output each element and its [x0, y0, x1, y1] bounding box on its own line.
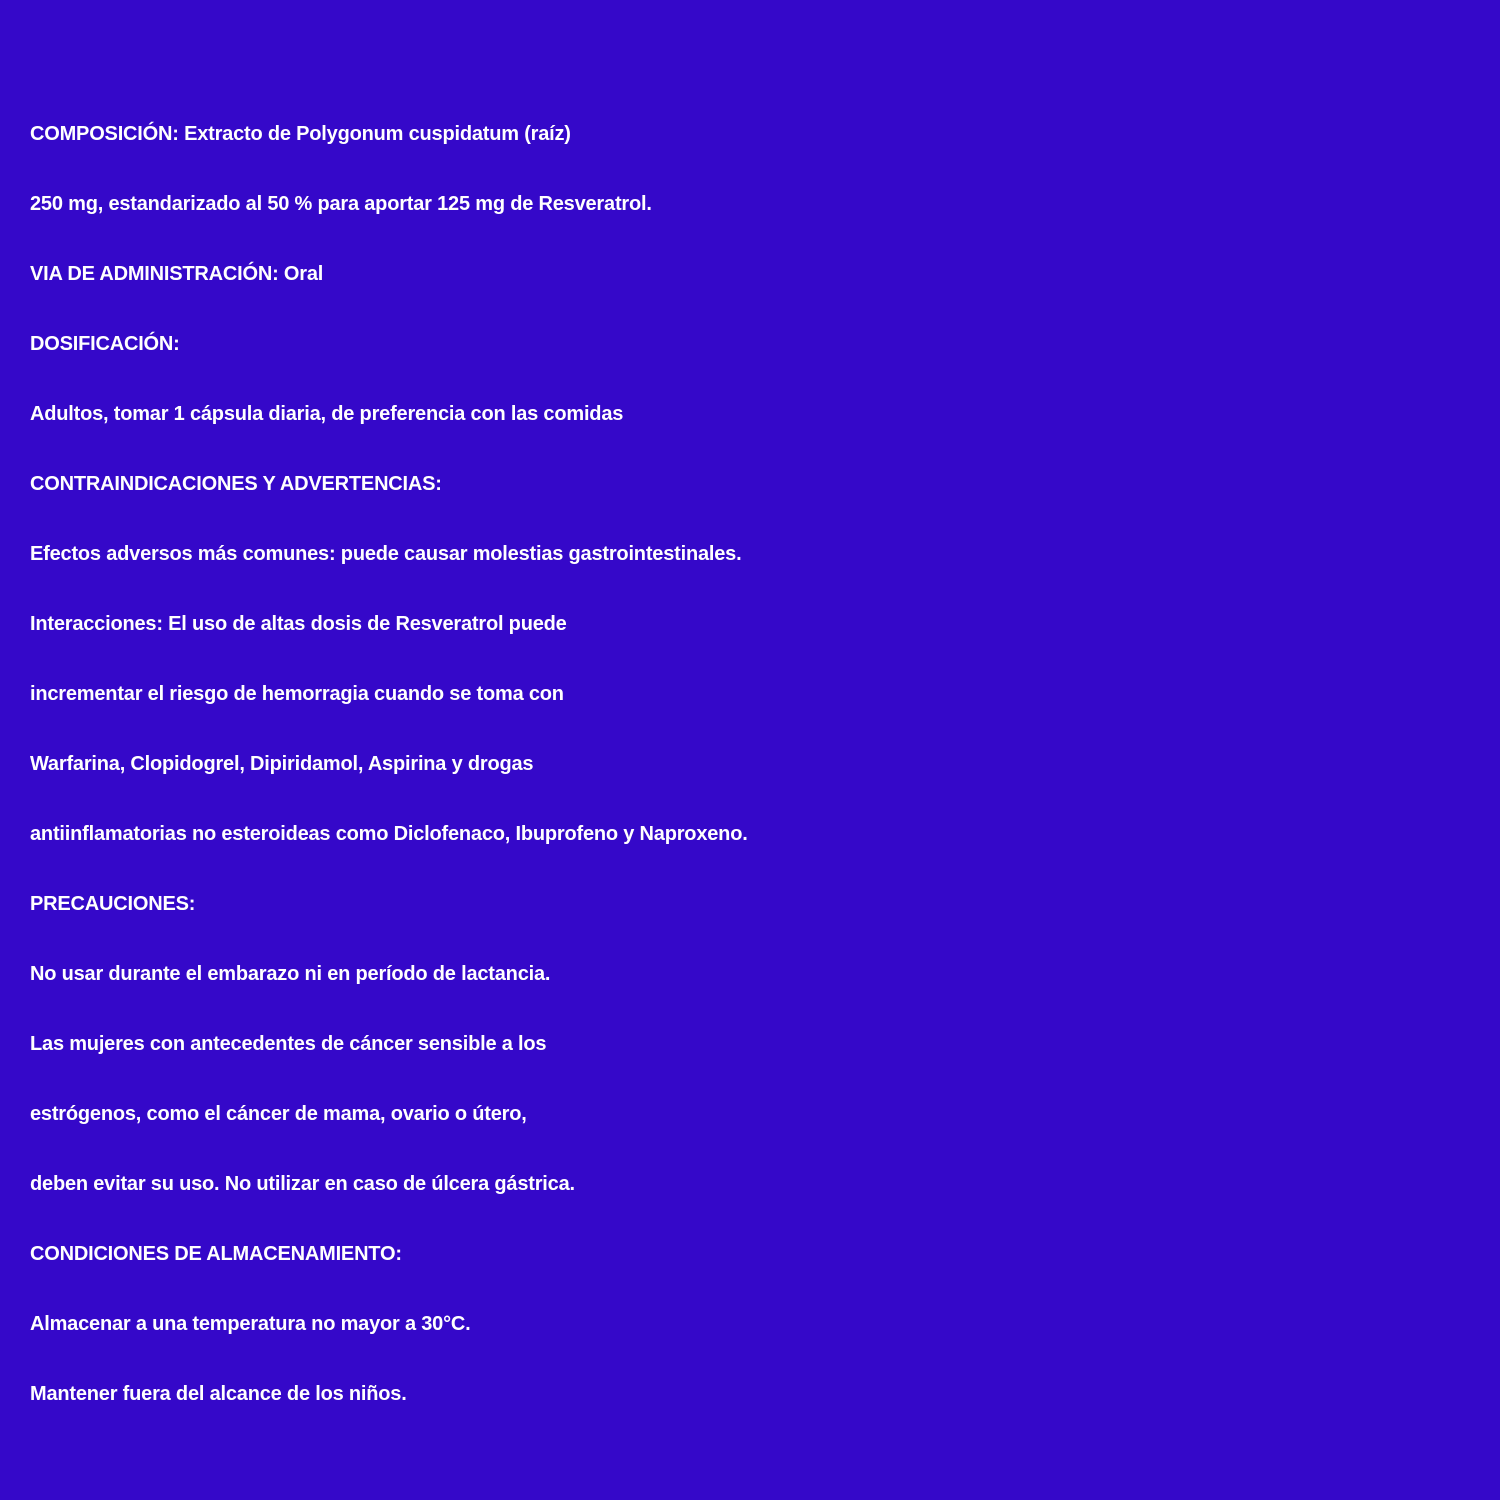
storage-section: [30, 1219, 1500, 1429]
administration-route-section: [30, 239, 1500, 309]
storage-line-1: Almacenar a una temperatura no mayor a 30°C.: [30, 1313, 471, 1335]
contraindications-line-5: antiinflamatorias no esteroideas como Diclofenaco, Ibuprofeno y Naproxeno.: [30, 823, 748, 845]
composition-section: [30, 99, 1500, 239]
precautions-section: [30, 869, 1500, 1219]
dosage-line-1: Adultos, tomar 1 cápsula diaria, de preferencia con las comidas: [30, 403, 624, 425]
precautions-line-4: deben evitar su uso. No utilizar en caso de úlcera gástrica.: [30, 1173, 575, 1195]
precautions-line-3: estrógenos, como el cáncer de mama, ovario o útero,: [30, 1103, 527, 1125]
precautions-line-2: Las mujeres con antecedentes de cáncer sensible a los: [30, 1033, 547, 1055]
dosage-section: [30, 309, 1500, 449]
administration-route-line: VIA DE ADMINISTRACIÓN: Oral: [30, 263, 324, 285]
storage-heading: CONDICIONES DE ALMACENAMIENTO:: [30, 1243, 402, 1265]
contraindications-line-3: incrementar el riesgo de hemorragia cuando se toma con: [30, 683, 564, 705]
contraindications-line-4: Warfarina, Clopidogrel, Dipiridamol, Aspirina y drogas: [30, 753, 534, 775]
precautions-heading: PRECAUCIONES:: [30, 893, 196, 915]
contraindications-section: [30, 449, 1500, 869]
precautions-line-1: No usar durante el embarazo ni en período de lactancia.: [30, 963, 551, 985]
contraindications-line-1: Efectos adversos más comunes: puede causar molestias gastrointestinales.: [30, 543, 742, 565]
contraindications-line-2: Interacciones: El uso de altas dosis de Resveratrol puede: [30, 613, 567, 635]
composition-line-1: COMPOSICIÓN: Extracto de Polygonum cuspidatum (raíz): [30, 123, 571, 145]
dosage-heading: DOSIFICACIÓN:: [30, 333, 180, 355]
storage-line-2: Mantener fuera del alcance de los niños.: [30, 1383, 407, 1405]
composition-line-2: 250 mg, estandarizado al 50 % para aportar 125 mg de Resveratrol.: [30, 193, 652, 215]
contraindications-heading: CONTRAINDICACIONES Y ADVERTENCIAS:: [30, 473, 442, 495]
